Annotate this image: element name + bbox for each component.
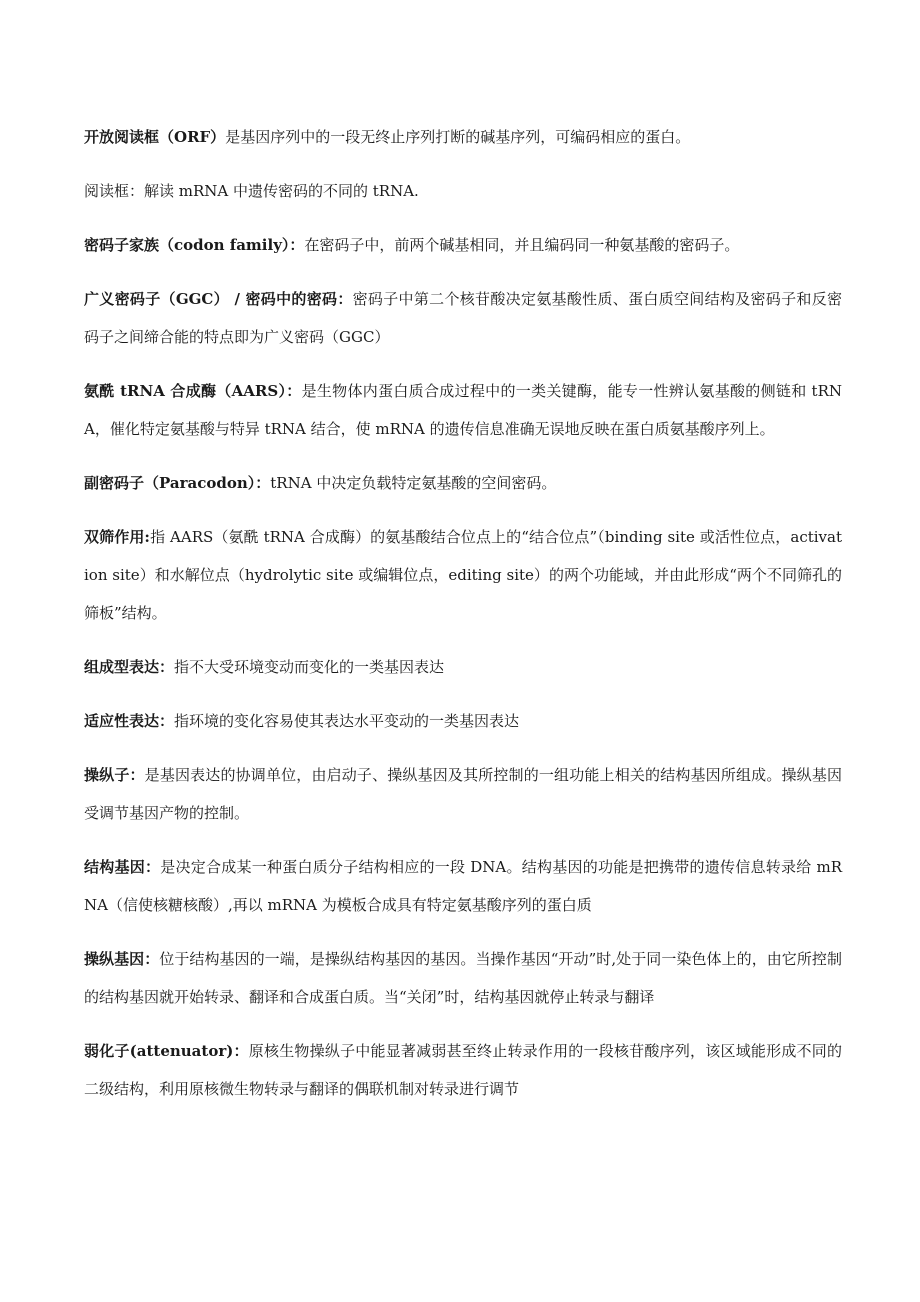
glossary-entry-attenuator [84,1032,842,1108]
glossary-entry-ggc [84,280,842,356]
term-operator-gene: 操纵基因： [84,950,160,968]
glossary-body [84,118,842,1124]
definition-operon: 是基因表达的协调单位，由启动子、操纵基因及其所控制的一组功能上相关的结构基因所组成。操纵基因受调节基因产物的控制。 [84,766,842,822]
term-operon: 操纵子： [84,766,145,784]
term-structural-gene: 结构基因： [84,858,161,876]
term-double-sieve: 双筛作用: [84,528,150,546]
glossary-entry-adaptive-expression [84,702,842,740]
term-adaptive-expression: 适应性表达： [84,712,175,730]
glossary-entry-operon [84,756,842,832]
definition-aars: 是生物体内蛋白质合成过程中的一类关键酶，能专一性辨认氨基酸的侧链和 tRNA，催化特定氨基酸与特异 tRNA 结合，使 mRNA 的遗传信息准确无误地反映在蛋白质氨基酸序列上。 [84,382,843,438]
definition-operator-gene: 位于结构基因的一端，是操纵结构基因的基因。当操作基因“开动”时,处于同一染色体上的，由它所控制的结构基因就开始转录、翻译和合成蛋白质。当“关闭”时，结构基因就停止转录与翻译 [84,950,842,1006]
definition-reading-frame: 阅读框：解读 mRNA 中遗传密码的不同的 tRNA. [84,182,419,200]
glossary-entry-double-sieve [84,518,842,632]
definition-double-sieve: 指 AARS（氨酰 tRNA 合成酶）的氨基酸结合位点上的“结合位点”（binding site 或活性位点，activation site）和水解位点（hydrolytic site 或编辑位点，editing site）的两个功能域，并由此形成“两个不同筛孔的筛板”结构。 [84,528,842,622]
glossary-entry-aars [84,372,842,448]
definition-attenuator: 原核生物操纵子中能显著减弱甚至终止转录作用的一段核苷酸序列，该区域能形成不同的二级结构，利用原核微生物转录与翻译的偶联机制对转录进行调节 [84,1042,842,1098]
glossary-entry-reading-frame [84,172,842,210]
term-paracodon: 副密码子（Paracodon）： [84,474,271,492]
definition-codon-family: 在密码子中，前两个碱基相同，并且编码同一种氨基酸的密码子。 [304,236,740,254]
term-orf: 开放阅读框（ORF） [84,128,226,146]
term-codon-family: 密码子家族（codon family）： [84,236,305,254]
definition-paracodon: tRNA 中决定负载特定氨基酸的空间密码。 [270,474,557,492]
definition-constitutive-expression: 指不大受环境变动而变化的一类基因表达 [174,658,445,676]
term-ggc: 广义密码子（GGC） / 密码中的密码： [84,290,353,308]
term-attenuator: 弱化子(attenuator)： [84,1042,249,1060]
term-aars: 氨酰 tRNA 合成酶（AARS）： [84,382,302,400]
definition-structural-gene: 是决定合成某一种蛋白质分子结构相应的一段 DNA。结构基因的功能是把携带的遗传信息转录给 mRNA（信使核糖核酸）,再以 mRNA 为模板合成具有特定氨基酸序列的蛋白质 [84,858,842,914]
glossary-entry-structural-gene [84,848,842,924]
glossary-entry-operator-gene [84,940,842,1016]
glossary-entry-paracodon [84,464,842,502]
definition-adaptive-expression: 指环境的变化容易使其表达水平变动的一类基因表达 [174,712,520,730]
definition-orf: 是基因序列中的一段无终止序列打断的碱基序列，可编码相应的蛋白。 [225,128,691,146]
glossary-entry-constitutive-expression [84,648,842,686]
glossary-entry-orf [84,118,842,156]
glossary-entry-codon-family [84,226,842,264]
term-constitutive-expression: 组成型表达： [84,658,175,676]
definition-ggc: 密码子中第二个核苷酸决定氨基酸性质、蛋白质空间结构及密码子和反密码子之间缔合能的特点即为广义密码（GGC） [84,290,842,346]
